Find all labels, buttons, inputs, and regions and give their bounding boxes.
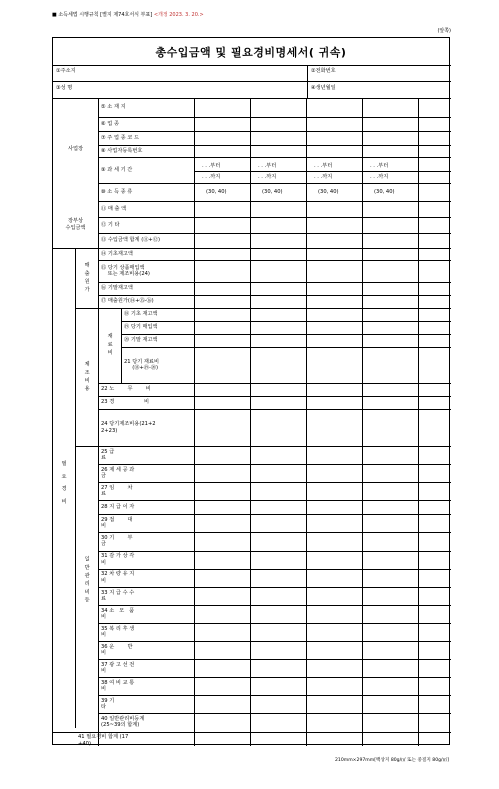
rule-line (98, 98, 99, 746)
general-admin-row-label: 31 감 가 상 각 비 (101, 553, 135, 566)
business-row-label: ⑤ 소 재 지 (101, 104, 126, 111)
tax-period-to: . . .까지 (314, 174, 333, 180)
general-admin-row-label: 29 접 대 비 (101, 517, 133, 530)
rule-line (121, 308, 122, 383)
page-side-label: (앞쪽) (437, 28, 451, 34)
rule-line (194, 171, 451, 172)
rule-line (418, 446, 419, 746)
form-header (52, 11, 204, 18)
revenue-section-label: 장부상 수입금액 (65, 218, 86, 231)
tax-period-to: . . .까지 (202, 174, 221, 180)
income-type-code: (30, 40) (318, 189, 339, 195)
sales-cost-row-label: ⑰ 매출원가(⑭+⑮-⑯) (101, 298, 154, 305)
general-admin-row-label: 39 기 타 (101, 698, 115, 711)
general-admin-row-label: 34 소 모 품 비 (101, 607, 135, 620)
manufacturing-row-label: 23 경 비 (101, 399, 149, 406)
general-admin-row-label: 37 광 고 선 전 비 (101, 661, 135, 675)
rule-line (53, 81, 451, 82)
rule-line (307, 65, 308, 98)
name-label: ③성 명 (56, 85, 73, 91)
sales-cost-row-label: ⑮ 당기 상품매입액 또는 제조비용(24) (101, 264, 150, 277)
tax-period-to: . . .까지 (258, 174, 277, 180)
rule-line (306, 446, 307, 746)
general-admin-row-label: 33 지 급 수 수 료 (101, 589, 135, 602)
paper-spec: 210mm×297mm[백상지 80g/㎡ 또는 중질지 80g/㎡] (334, 758, 449, 763)
manufacturing-cost-label: 제조비용 (83, 360, 90, 394)
business-section-label: 사업장 (67, 146, 84, 153)
tax-period-from: . . .부터 (314, 163, 333, 169)
form-rule-text: ■ 소득세법 시행규칙 [별지 제74호서식 부표] (52, 12, 154, 18)
material-row-label: ⑲ 당기 매입액 (124, 324, 158, 331)
material-row-label: ⑳ 기말 재고액 (124, 337, 158, 344)
material-row-label: ⑱ 기초 재고액 (124, 311, 158, 318)
tax-period-from: . . .부터 (370, 163, 389, 169)
general-admin-row-label: 30 기 부 금 (101, 535, 133, 548)
revision-date: <개정 2023. 3. 20.> (153, 12, 204, 18)
general-admin-row-label: 28 지 급 이 자 (101, 504, 135, 511)
form-title: 총수입금액 및 필요경비명세서( 귀속) (155, 46, 347, 59)
rule-line (418, 98, 419, 446)
general-admin-row-label: 26 제 세 공 과 금 (101, 466, 135, 480)
sales-cost-row-label: ⑯ 기말재고액 (101, 285, 133, 292)
general-admin-row-label: 36 운 반 비 (101, 643, 133, 657)
revenue-row-label: ⑬ 수입금액 합계 (⑪+⑫) (101, 237, 160, 244)
general-admin-row-label: 35 복 리 후 생 비 (101, 625, 135, 638)
sales-cost-label: 매출원가 (83, 261, 90, 295)
income-type-code: (30, 40) (262, 189, 283, 195)
revenue-row-label: ⑪ 매 출 액 (101, 205, 127, 212)
general-admin-row-label: 25 급 료 (101, 448, 115, 462)
rule-line (362, 446, 363, 746)
tax-period-from: . . .부터 (258, 163, 277, 169)
address-label: ①주소지 (56, 68, 76, 74)
manufacturing-row-label: 22 노 무 비 (101, 386, 151, 393)
tax-period-from: . . .부터 (202, 163, 221, 169)
income-type-code: (30, 40) (374, 189, 395, 195)
general-admin-row-label: 32 차 량 유 지 비 (101, 571, 135, 584)
general-admin-row-label: 38 여 비 교 통 비 (101, 680, 135, 693)
birth-date-label: ④생년월일 (311, 85, 336, 91)
material-row-label: 21 당기 재료비 (⑱+⑲-⑳) (124, 358, 159, 371)
rule-line (250, 446, 251, 746)
general-admin-label: 일반관리비등 (83, 556, 90, 606)
tax-period-to: . . .까지 (370, 174, 389, 180)
rule-line (53, 65, 451, 66)
business-row-label: ⑥ 업 종 (101, 120, 119, 127)
manufacturing-row-label: 24 당기제조비용(21+2 2+23) (101, 421, 156, 434)
sales-cost-row-label: ⑭ 기초재고액 (101, 250, 133, 257)
business-row-label: ⑩ 소 득 종 류 (101, 188, 133, 195)
general-admin-row-label: 40 일반관리비등계 (25~39의 합계) (101, 716, 145, 729)
expense-section-label: 필 요 경 비 (61, 461, 67, 505)
business-row-label: ⑧ 사업자등록번호 (101, 147, 143, 154)
rule-line (306, 98, 307, 446)
business-row-label: ⑨ 과 세 기 간 (101, 166, 133, 173)
rule-line (53, 732, 451, 733)
total-expense-label: 41 필요경비 합계 (17 +40) (78, 734, 129, 747)
phone-label: ②전화번호 (311, 68, 336, 74)
income-type-code: (30, 40) (206, 189, 227, 195)
rule-line (194, 446, 195, 746)
general-admin-row-label: 27 임 차 료 (101, 485, 133, 498)
rule-line (250, 98, 251, 446)
rule-line (362, 98, 363, 446)
business-row-label: ⑦ 주 업 종 코 드 (101, 134, 139, 141)
form-frame (52, 37, 450, 745)
revenue-row-label: ⑫ 기 타 (101, 221, 120, 228)
rule-line (194, 98, 195, 446)
material-cost-label: 재료비 (106, 333, 113, 358)
